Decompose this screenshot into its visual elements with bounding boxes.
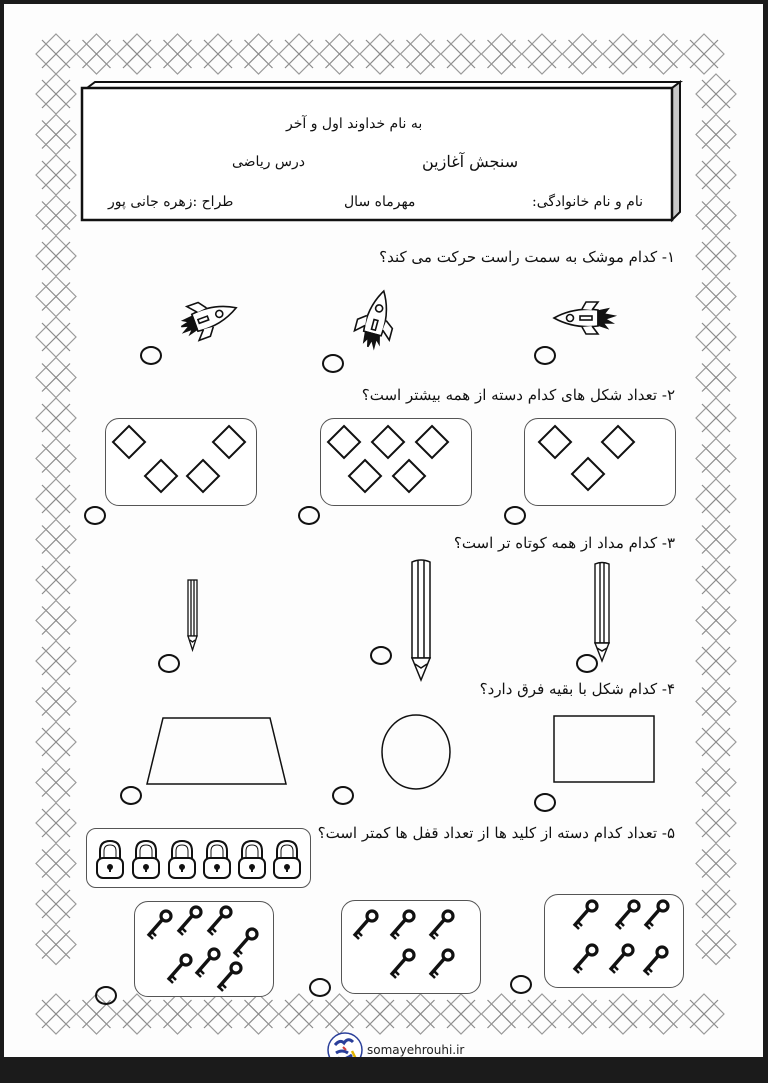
footer-website[interactable]: somayehrouhi.ir (367, 1043, 465, 1057)
answer-option-5-3[interactable] (510, 975, 532, 994)
pencil-icon (408, 558, 436, 684)
diamond-icon (328, 426, 360, 458)
trapezoid-icon (144, 716, 296, 788)
padlock-icon (204, 841, 230, 878)
answer-option-2-1[interactable] (84, 506, 106, 525)
diamond-icon (187, 460, 219, 492)
diamond-icon (539, 426, 571, 458)
circle-shape-icon (378, 714, 458, 794)
header-designer: طراح :زهره جانی پور (108, 194, 234, 210)
padlock-icon (97, 841, 123, 878)
pencil-icon (184, 578, 204, 654)
question-5-text: ۵- تعداد کدام دسته از کلید ها از تعداد قفل ها کمتر است؟ (317, 824, 675, 842)
pencil-icon (591, 561, 615, 665)
header-date: مهرماه سال (344, 194, 416, 210)
site-logo-icon (326, 1031, 364, 1057)
diamond-icon (602, 426, 634, 458)
answer-option-4-1[interactable] (120, 786, 142, 805)
header-subject: درس ریاضی (232, 154, 306, 170)
answer-option-2-2[interactable] (298, 506, 320, 525)
diamond-icon (372, 426, 404, 458)
padlock-icon (169, 841, 195, 878)
answer-option-5-2[interactable] (309, 978, 331, 997)
diamond-icon (393, 460, 425, 492)
diamond-icon (145, 460, 177, 492)
header-title: سنجش آغازین (422, 152, 519, 171)
rocket-icon (542, 298, 622, 338)
question-3-text: ۳- کدام مداد از همه کوتاه تر است؟ (453, 534, 675, 552)
rocket-icon (352, 286, 402, 356)
answer-option-3-1[interactable] (158, 654, 180, 673)
header-bismillah: به نام خداوند اول و آخر (286, 116, 423, 132)
padlock-icon (274, 841, 300, 878)
answer-option-4-3[interactable] (534, 793, 556, 812)
question-2-text: ۲- تعداد شکل های کدام دسته از همه بیشتر است؟ (361, 386, 675, 404)
header-name-label: نام و نام خانوادگی: (532, 194, 643, 210)
answer-option-5-1[interactable] (95, 986, 117, 1005)
answer-option-1-3[interactable] (534, 346, 556, 365)
answer-option-1-1[interactable] (140, 346, 162, 365)
padlock-row (86, 828, 311, 888)
worksheet-page (4, 4, 763, 1057)
rocket-icon (172, 296, 242, 346)
diamond-icon (349, 460, 381, 492)
padlock-icon (133, 841, 159, 878)
answer-option-4-2[interactable] (332, 786, 354, 805)
answer-option-3-2[interactable] (370, 646, 392, 665)
answer-option-3-3[interactable] (576, 654, 598, 673)
rectangle-icon (552, 714, 658, 786)
answer-option-1-2[interactable] (322, 354, 344, 373)
diamond-icon (572, 458, 604, 490)
diamond-icon (213, 426, 245, 458)
diamond-shapes (105, 418, 677, 506)
padlock-icon (239, 841, 265, 878)
diamond-icon (113, 426, 145, 458)
diamond-icon (416, 426, 448, 458)
question-1-text: ۱- کدام موشک به سمت راست حرکت می کند؟ (379, 248, 675, 266)
key-shapes (80, 890, 700, 1010)
question-4-text: ۴- کدام شکل با بقیه فرق دارد؟ (479, 680, 675, 698)
answer-option-2-3[interactable] (504, 506, 526, 525)
